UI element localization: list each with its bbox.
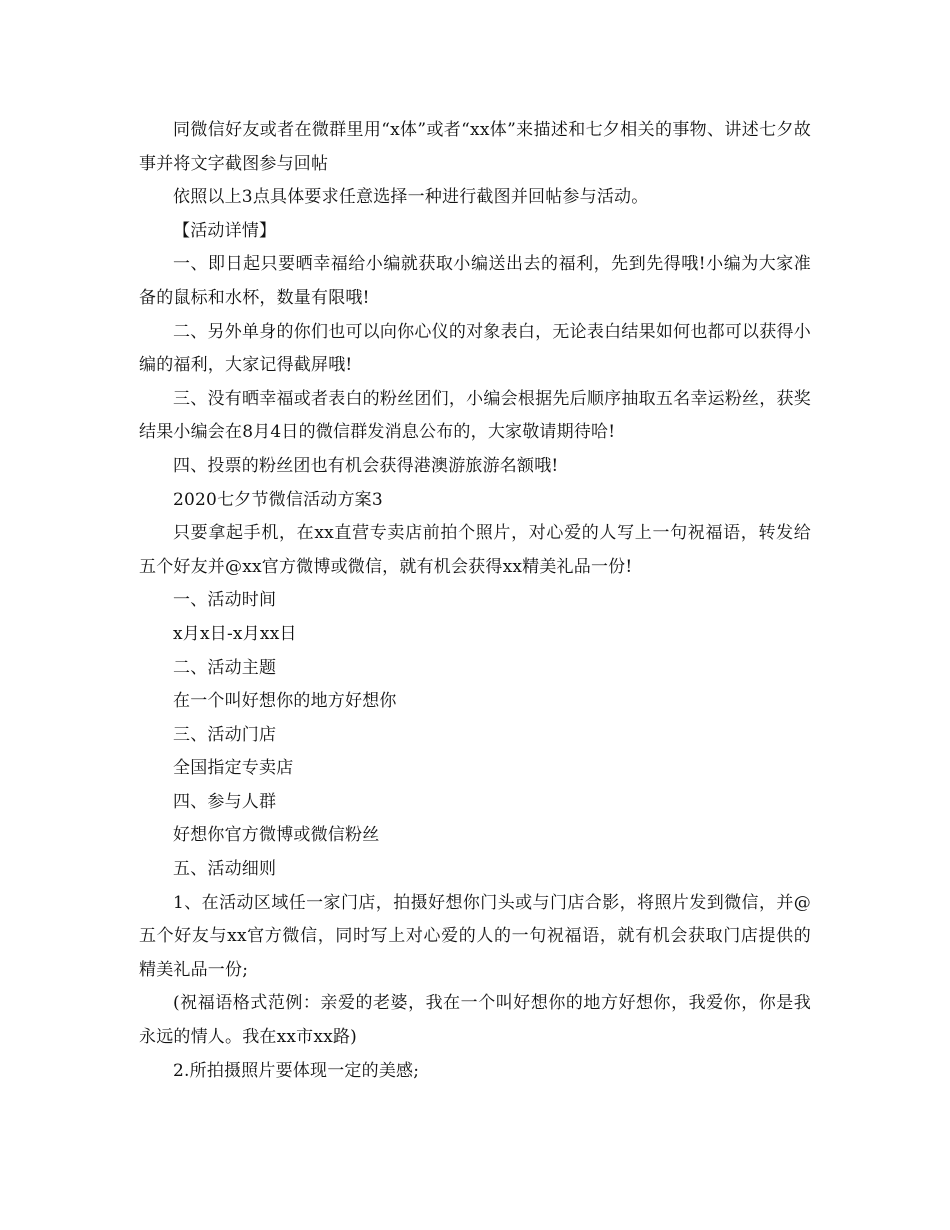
body-paragraph: 依照以上3点具体要求任意选择一种进行截图并回帖参与活动。 xyxy=(173,187,649,208)
body-paragraph: 二、另外单身的你们也可以向你心仪的对象表白，无论表白结果如何也都可以获得小编的福利，大家记得截屏哦! xyxy=(139,321,811,376)
body-paragraph: 同微信好友或者在微群里用“x体”或者“xx体”来描述和七夕相关的事物、讲述七夕故事并将文字截图参与回帖 xyxy=(139,120,811,174)
body-paragraph: 四、投票的粉丝团也有机会获得港澳游旅游名额哦! xyxy=(173,455,559,476)
section-heading: 一、活动时间 xyxy=(173,590,277,611)
section-heading: 五、活动细则 xyxy=(173,859,277,880)
section-heading: 二、活动主题 xyxy=(173,657,277,678)
body-paragraph: 在一个叫好想你的地方好想你 xyxy=(173,691,397,712)
section-heading: 四、参与人群 xyxy=(173,791,277,812)
body-paragraph: 全国指定专卖店 xyxy=(173,758,294,779)
body-paragraph: 一、即日起只要晒幸福给小编就获取小编送出去的福利，先到先得哦!小编为大家准备的鼠标和水杯，数量有限哦! xyxy=(139,254,811,308)
body-paragraph: x月x日-x月xx日 xyxy=(173,623,297,644)
section-heading: 三、活动门店 xyxy=(173,724,277,745)
document-title: 2020七夕节微信活动方案3 xyxy=(173,489,383,510)
body-paragraph: (祝福语格式范例：亲爱的老婆，我在一个叫好想你的地方好想你，我爱你，你是我永远的情人。我在xx市xx路) xyxy=(139,993,811,1048)
body-paragraph: 1、在活动区域任一家门店，拍摄好想你门头或与门店合影，将照片发到微信，并@五个好友与xx官方微信，同时写上对心爱的人的一句祝福语，就有机会获取门店提供的精美礼品一份; xyxy=(139,892,811,980)
body-paragraph: 好想你官方微博或微信粉丝 xyxy=(173,825,380,846)
document-body xyxy=(139,114,811,1088)
body-paragraph: 2.所拍摄照片要体现一定的美感; xyxy=(173,1060,420,1081)
section-heading: 【活动详情】 xyxy=(173,220,277,241)
body-paragraph: 三、没有晒幸福或者表白的粉丝团们，小编会根据先后顺序抽取五名幸运粉丝，获奖结果小编会在8月4日的微信群发消息公布的，大家敬请期待哈! xyxy=(139,388,811,443)
body-paragraph: 只要拿起手机，在xx直营专卖店前拍个照片，对心爱的人写上一句祝福语，转发给五个好友并@xx官方微博或微信，就有机会获得xx精美礼品一份! xyxy=(139,523,811,577)
